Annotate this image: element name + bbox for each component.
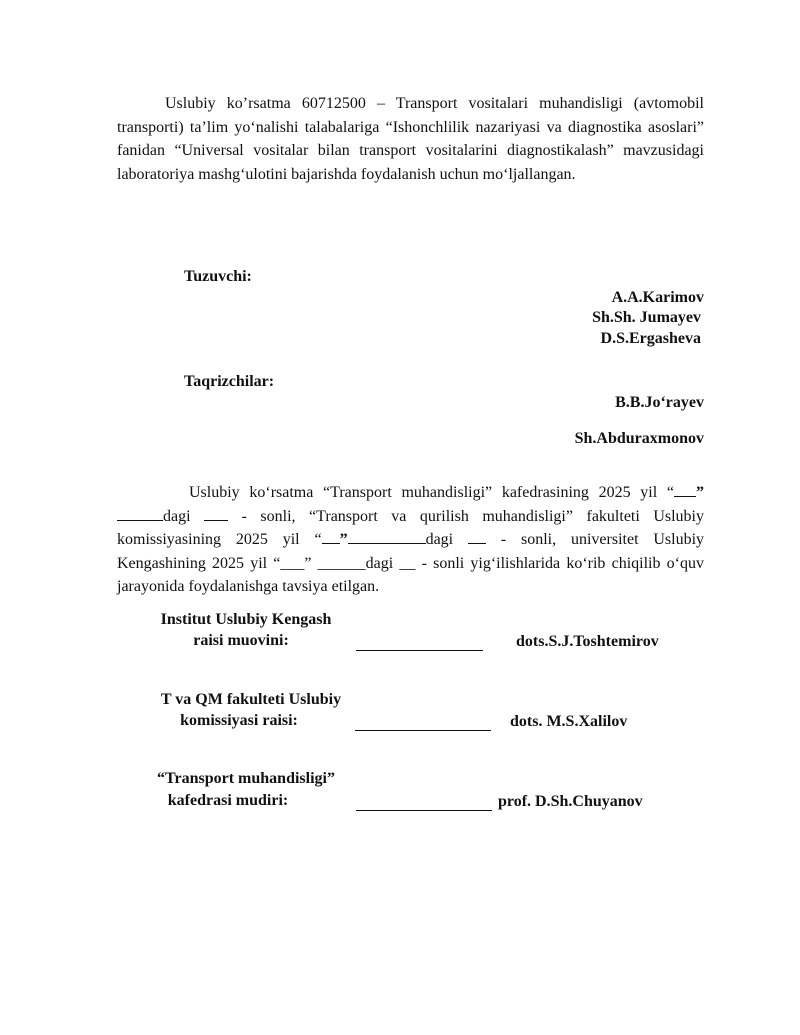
- signature-2-role-line2: komissiyasi raisi:: [180, 712, 298, 729]
- intro-paragraph: [117, 92, 704, 186]
- number-blank-2: [468, 529, 486, 544]
- signature-2-line: [355, 716, 491, 731]
- signature-3-name: prof. D.Sh.Chuyanov: [498, 793, 643, 810]
- day-blank-2: [322, 529, 340, 544]
- day-blank-1: [674, 482, 696, 497]
- number-blank-1: [204, 506, 228, 521]
- reviewer-name-1: B.B.Jo‘rayev: [615, 394, 704, 411]
- authors-heading: Tuzuvchi:: [184, 268, 252, 285]
- intro-text: Uslubiy ko’rsatma 60712500 – Transport vositalari muhandisligi (avtomobil transporti) ta’lim yo‘nalishi talabalariga “Ishonchlilik nazariyasi va diagnostika asoslari” fanidan “Universal vositalar bilan transport vositalarini diagnostikalash” mavzusidagi laboratoriya mashg‘ulotini bajarishda foydalanish uchun mo‘ljallangan.: [117, 95, 704, 183]
- approval-open-quote-1: “: [666, 484, 675, 501]
- month-blank-1: [117, 506, 163, 521]
- approval-paragraph: [117, 481, 704, 599]
- reviewers-heading: Taqrizchilar:: [184, 373, 275, 390]
- approval-text-3: - sonli, universitet Uslubiy Kengashining 2025 yil “___” ______dagi __ - sonli yig‘ilishlarida ko‘rib chiqilib o‘quv jarayonida foydalanishga tavsiya etilgan.: [117, 531, 705, 596]
- approval-close-quote-2: ”: [339, 531, 348, 549]
- signature-2-name: dots. M.S.Xalilov: [510, 713, 628, 730]
- signature-1-name: dots.S.J.Toshtemirov: [516, 633, 659, 650]
- approval-text-1: Uslubiy ko‘rsatma “Transport muhandisligi” kafedrasining 2025 yil: [189, 484, 658, 501]
- approval-dagi-2: dagi: [425, 531, 454, 549]
- approval-text-2: - sonli, “Transport va qurilish muhandisligi” fakulteti Uslubiy komissiyasining 2025 yil “: [117, 507, 704, 549]
- month-blank-2: [348, 529, 426, 544]
- signature-1-line: [356, 636, 483, 651]
- signature-3-line: [356, 796, 492, 811]
- author-name-2: Sh.Sh. Jumayev: [592, 309, 701, 326]
- author-name-3: D.S.Ergasheva: [600, 330, 701, 347]
- signature-2-role-line1: T va QM fakulteti Uslubiy: [160, 691, 342, 708]
- reviewer-name-2: Sh.Abduraxmonov: [574, 430, 704, 447]
- author-name-1: A.A.Karimov: [611, 289, 704, 306]
- signature-3-role-line2: kafedrasi mudiri:: [167, 792, 289, 809]
- signature-1-role-line1: Institut Uslubiy Kengash: [160, 611, 332, 628]
- approval-close-quote-1: ”: [696, 484, 705, 501]
- signature-3-role-line1: “Transport muhandisligi”: [157, 770, 335, 787]
- approval-dagi-1: dagi: [163, 507, 191, 525]
- signature-1-role-line2: raisi muovini:: [193, 632, 289, 649]
